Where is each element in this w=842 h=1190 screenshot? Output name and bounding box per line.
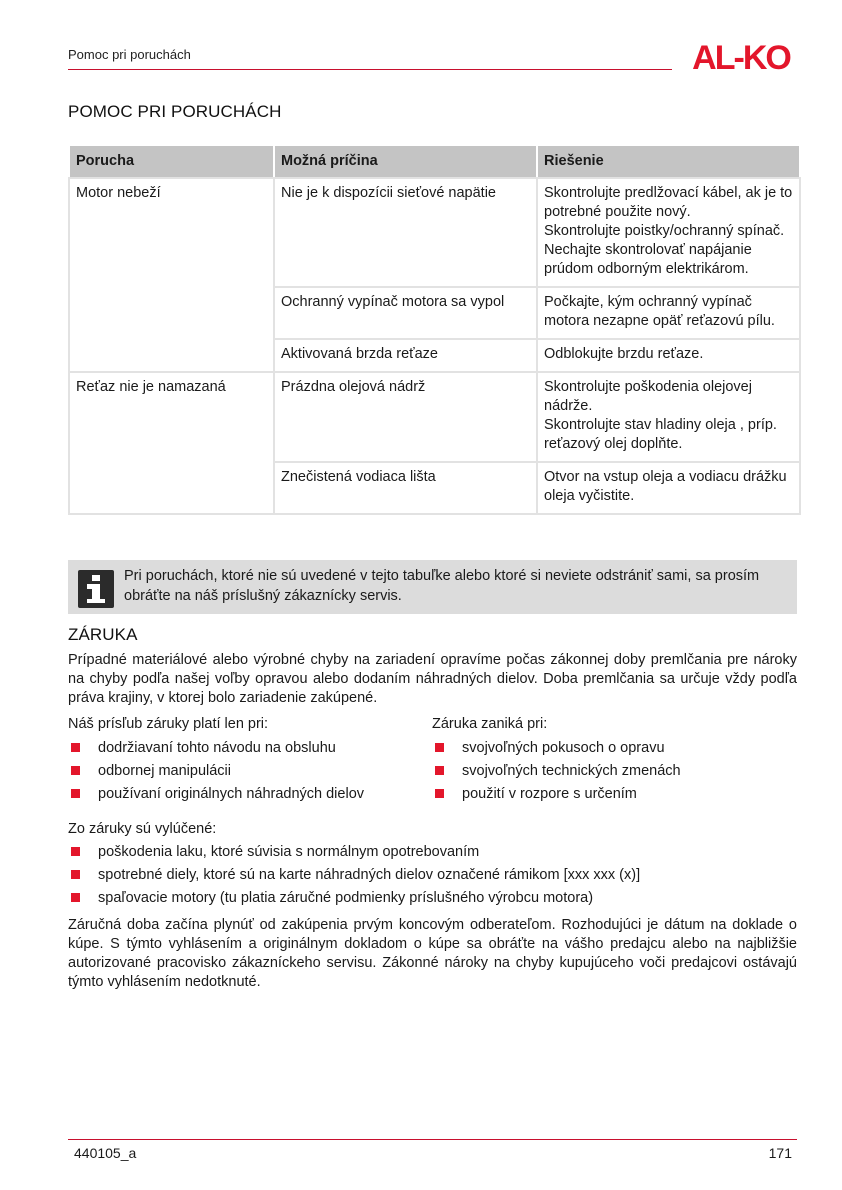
solution-line: Nechajte skontrolovať napájanie prúdom odborným elektrikárom.: [544, 242, 752, 277]
solution-cell: [538, 463, 799, 513]
cause-cell: Prázdna olejová nádrž: [275, 373, 536, 461]
info-note: [68, 560, 797, 614]
bullet-icon: [435, 766, 444, 775]
troubleshooting-table: [68, 144, 801, 515]
logo-text: AL-KO: [692, 40, 790, 72]
warranty-excluded-heading: Zo záruky sú vylúčené:: [68, 821, 217, 837]
solution-line: Skontrolujte stav hladiny oleja , príp. reťazový olej doplňte.: [544, 417, 777, 452]
cause-cell: Znečistená vodiaca lišta: [275, 463, 536, 513]
bullet-icon: [71, 789, 80, 798]
bullet-icon: [71, 893, 80, 902]
table-header-row: [70, 146, 799, 177]
warranty-void-list: [432, 739, 797, 808]
info-note-text: Pri poruchách, ktoré nie sú uvedené v tejto tabuľke alebo ktoré si neviete odstrániť sami, sa prosím obráťte na náš príslušný zákaznícky servis.: [124, 568, 760, 604]
list-item: použití v rozpore s určením: [432, 785, 797, 808]
list-item: svojvoľných technických zmenách: [432, 762, 797, 785]
warranty-intro: Prípadné materiálové alebo výrobné chyby na zariadení opravíme počas zákonnej doby premlčania pre nároky na chyby podľa našej voľby opravou alebo dodaním náhradných dielov. Doba premlčania sa určuje vždy podľa práva krajiny, v ktorej bolo zariadenie zakúpené.: [68, 652, 797, 706]
footer-divider: [68, 1139, 797, 1140]
warranty-void-heading: Záruka zaniká pri:: [432, 716, 548, 732]
fault-cell: Reťaz nie je namazaná: [70, 373, 273, 513]
list-item: spotrebné diely, ktoré sú na karte náhradných dielov označené rámikom [xxx xxx (x)]: [68, 866, 797, 889]
list-item: používaní originálnych náhradných dielov: [68, 785, 418, 808]
section-title-warranty: ZÁRUKA: [68, 625, 138, 644]
bullet-icon: [71, 766, 80, 775]
list-item: spaľovacie motory (tu platia záručné podmienky príslušného výrobcu motora): [68, 889, 797, 912]
cause-cell: Nie je k dispozícii sieťové napätie: [275, 179, 536, 286]
warranty-valid-heading: Náš prísľub záruky platí len pri:: [68, 716, 269, 732]
list-item: poškodenia laku, ktoré súvisia s normálnym opotrebovaním: [68, 843, 797, 866]
column-header-fault: Porucha: [70, 146, 273, 177]
solution-line: Skontrolujte poškodenia olejovej nádrže.: [544, 379, 752, 414]
bullet-icon: [71, 847, 80, 856]
document-code: 440105_a: [74, 1145, 137, 1161]
solution-line: Skontrolujte predlžovací kábel, ak je to potrebné použite nový.: [544, 185, 793, 220]
page-number: 171: [768, 1145, 792, 1161]
bullet-icon: [435, 743, 444, 752]
bullet-icon: [71, 870, 80, 879]
list-item: odbornej manipulácii: [68, 762, 418, 785]
list-item: dodržiavaní tohto návodu na obsluhu: [68, 739, 418, 762]
list-item: svojvoľných pokusoch o opravu: [432, 739, 797, 762]
table-row: [70, 179, 799, 286]
cause-cell: Aktivovaná brzda reťaze: [275, 340, 536, 371]
info-icon: [78, 570, 114, 608]
warranty-closing: Záručná doba začína plynúť od zakúpenia prvým koncovým odberateľom. Rozhodujúci je dátum na doklade o kúpe. S týmto vyhlásením a originálnym dokladom o kúpe sa obráťte na vášho predajcu alebo na najbližšie autorizované pracovisko zákazníckeho servisu. Zákonné nároky na chyby kupujúceho voči predajcovi ostávajú týmto vyhlásením nedotknuté.: [68, 917, 797, 990]
column-header-cause: Možná príčina: [275, 146, 536, 177]
solution-cell: [538, 288, 799, 338]
header-divider: [68, 69, 672, 70]
cause-cell: Ochranný vypínač motora sa vypol: [275, 288, 536, 338]
solution-line: Počkajte, kým ochranný vypínač motora nezapne opäť reťazovú pílu.: [544, 294, 775, 329]
solution-line: Skontrolujte poistky/ochranný spínač.: [544, 223, 785, 239]
warranty-valid-list: [68, 739, 418, 808]
warranty-excluded-list: [68, 843, 797, 912]
bullet-icon: [435, 789, 444, 798]
table-row: [70, 373, 799, 461]
header-title: Pomoc pri poruchách: [68, 47, 191, 62]
solution-line: Odblokujte brzdu reťaze.: [544, 346, 704, 362]
section-title-troubleshooting: POMOC PRI PORUCHÁCH: [68, 102, 282, 121]
bullet-icon: [71, 743, 80, 752]
solution-cell: [538, 340, 799, 371]
solution-cell: [538, 373, 799, 461]
solution-line: Otvor na vstup oleja a vodiacu drážku oleja vyčistite.: [544, 469, 787, 504]
alko-logo: [684, 40, 798, 72]
solution-cell: [538, 179, 799, 286]
column-header-solution: Riešenie: [538, 146, 799, 177]
fault-cell: Motor nebeží: [70, 179, 273, 371]
